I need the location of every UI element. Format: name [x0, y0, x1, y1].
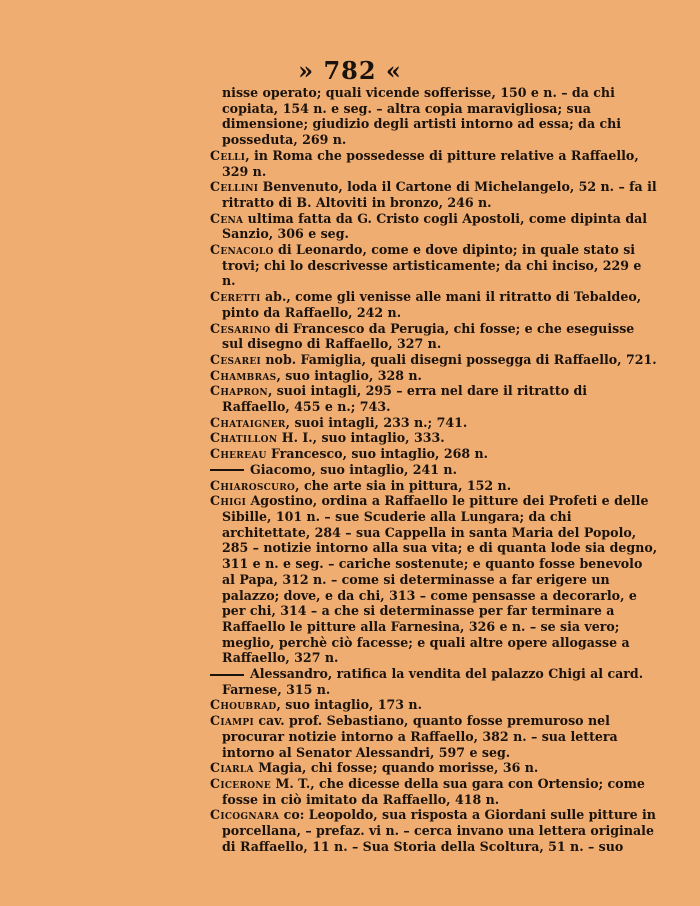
entry-text: co: Leopoldo, sua risposta a Giordani sulle pitture in porcellana, – prefaz. vi n. – cerca invano una lettera originale di Raffaello, 11 n. – Sua Storia della Scoltura, 51 n. – suo [222, 807, 656, 854]
page-number: » 782 « [298, 56, 402, 85]
index-entry [210, 352, 658, 368]
entry-text: Giacomo, suo intaglio, 241 n. [250, 461, 457, 477]
entry-text: nob. Famiglia, quali disegni possegga di Raffaello, 721. [261, 351, 657, 367]
entry-headword: Chambras [210, 367, 277, 383]
entry-text: , suo intaglio, 173 n. [276, 697, 422, 713]
entry-text: H. I., suo intaglio, 333. [277, 430, 445, 446]
index-entry [210, 415, 658, 431]
index-entry [210, 807, 658, 854]
index-entry [210, 666, 658, 697]
continuation-text: nisse operato; quali vicende sofferisse, 150 e n. – da chi copiata, 154 n. e seg. – altra copia maravigliosa; sua dimensione; giudizio degli artisti intorno ad essa; da chi posseduta, 269 n. [222, 85, 622, 148]
entry-text: , in Roma che possedesse di pitture relative a Raffaello, 329 n. [222, 147, 639, 179]
entry-text: Francesco, suo intaglio, 268 n. [266, 446, 489, 462]
entry-text: ultima fatta da G. Cristo cogli Apostoli, come dipinta dal Sanzio, 306 e seg. [222, 210, 648, 242]
entry-headword: Celli [210, 147, 246, 163]
entry-text: , suoi intagli, 233 n.; 741. [285, 414, 468, 430]
index-entry [210, 242, 658, 289]
index-entry [210, 493, 658, 666]
entry-headword: Chereau [210, 446, 267, 462]
entry-headword: Cesarino [210, 320, 271, 336]
entry-text: Agostino, ordina a Raffaello le pitture dei Profeti e delle Sibille, 101 n. – sue Scuderie alla Lungara; da chi architettate, 284 – sua Cappella in santa Maria del Popolo, 285 – notizie intorno alla sua vita; e di quanta lode sia degno, 311 e n. e seg. – cariche sostenute; e quanto fosse benevolo al Papa, 312 n. – come si determinasse a far erigere un palazzo; dove, e da chi, 313 – come pensasse a decorarlo, e per chi, 314 – a che si determinasse per far terminare a Raffaello le pitture alla Farnesina, 326 e n. – se sia vero; meglio, perchè ciò facesse; e quali altre opere allogasse a Raffaello, 327 n. [222, 493, 658, 666]
index-entry [210, 383, 658, 414]
index-entry [210, 776, 658, 807]
entry-text: Alessandro, ratifica la vendita del palazzo Chigi al card. Farnese, 315 n. [222, 666, 644, 697]
entry-headword: Chapron [210, 383, 268, 399]
entry-text: di Leonardo, come e dove dipinto; in quale stato si trovi; chi lo descrivesse artisticamente; da chi inciso, 229 e n. [222, 242, 642, 289]
entry-headword: Cellini [210, 179, 259, 195]
entry-headword: Cicognara [210, 807, 280, 823]
entry-headword: Ciarla [210, 760, 254, 776]
entry-text: Benvenuto, loda il Cartone di Michelangelo, 52 n. – fa il ritratto di B. Altoviti in bronzo, 246 n. [222, 179, 657, 210]
entry-headword: Chiaroscuro [210, 477, 296, 493]
entry-headword: Chigi [210, 493, 247, 509]
entry-text: M. T., che dicesse della sua gara con Ortensio; come fosse in ciò imitato da Raffaello, 418 n. [222, 775, 645, 807]
index-entry [210, 446, 658, 462]
index-entry [210, 713, 658, 760]
entry-headword: Cesarei [210, 351, 262, 367]
index-entry [210, 368, 658, 384]
entry-text: ab., come gli venisse alle mani il ritratto di Tebaldeo, pinto da Raffaello, 242 n. [222, 289, 642, 320]
entry-headword: Cenacolo [210, 242, 274, 258]
entry-headword: Cicerone [210, 775, 272, 791]
index-entry [210, 462, 658, 478]
entry-text: , suo intaglio, 328 n. [276, 367, 422, 383]
index-entry [210, 430, 658, 446]
index-text [210, 85, 658, 854]
index-entry [210, 697, 658, 713]
entry-text: , che arte sia in pittura, 152 n. [295, 477, 512, 493]
index-entry [210, 760, 658, 776]
entry-text: Magia, chi fosse; quando morisse, 36 n. [253, 760, 539, 776]
index-entry [210, 148, 658, 179]
index-entry [210, 289, 658, 320]
entry-headword: Chatillon [210, 430, 278, 446]
ditto-dash [210, 674, 244, 676]
index-entry [210, 321, 658, 352]
ditto-dash [210, 469, 244, 471]
index-entry [210, 179, 658, 210]
entry-headword: Cena [210, 210, 244, 226]
index-entry [210, 478, 658, 494]
entry-text: di Francesco da Perugia, chi fosse; e che eseguisse sul disegno di Raffaello, 327 n. [222, 320, 635, 352]
entry-headword: Choubrad [210, 697, 277, 713]
index-entries [210, 148, 658, 855]
entry-headword: Ceretti [210, 289, 261, 305]
entry-text: cav. prof. Sebastiano, quanto fosse premuroso nel procurar notizie intorno a Raffaello, 382 n. – sua lettera intorno al Senator Alessandri, 597 e seg. [222, 713, 618, 760]
entry-headword: Ciampi [210, 713, 254, 729]
entry-text: , suoi intagli, 295 – erra nel dare il ritratto di Raffaello, 455 e n.; 743. [222, 383, 588, 415]
entry-headword: Chataigner [210, 414, 286, 430]
index-entry [210, 211, 658, 242]
